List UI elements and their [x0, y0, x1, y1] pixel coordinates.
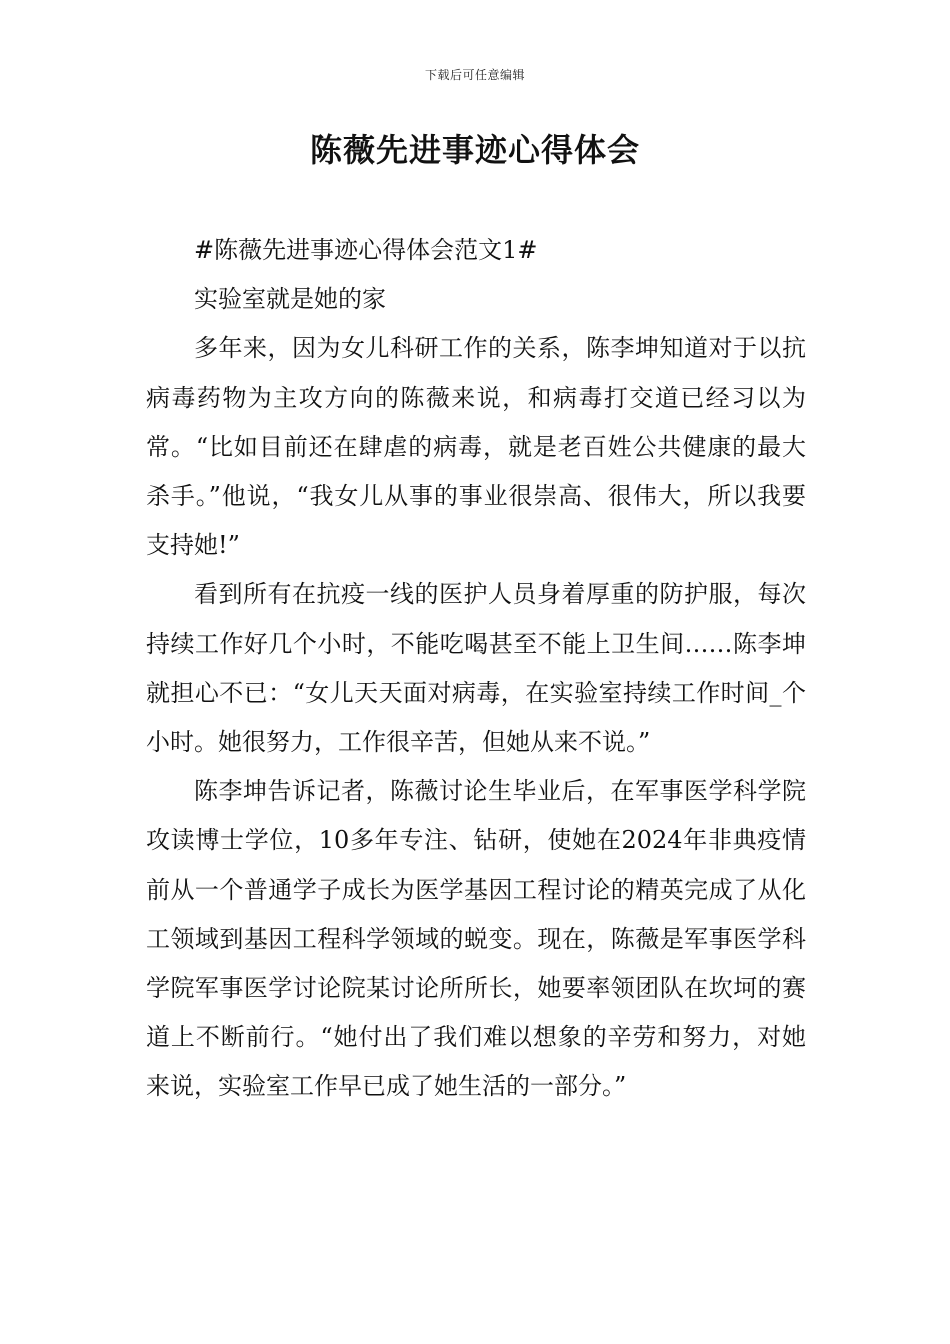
subheading: 实验室就是她的家: [194, 285, 386, 314]
page-header-note: 下载后可任意编辑: [424, 68, 525, 82]
body-paragraph: 多年来，因为女儿科研工作的关系，陈李坤知道对于以抗病毒药物为主攻方向的陈薇来说，和病毒打交道已经习以为常。“比如目前还在肆虐的病毒，就是老百姓公共健康的最大杀手。”他说，“我女儿从事的事业很崇高、很伟大，所以我要支持她!”: [146, 334, 806, 560]
body-paragraph: 看到所有在抗疫一线的医护人员身着厚重的防护服，每次持续工作好几个小时，不能吃喝甚至不能上卫生间……陈李坤就担心不已：“女儿天天面对病毒，在实验室持续工作时间_个小时。她很努力，工作很辛苦，但她从来不说。”: [146, 580, 806, 757]
section-heading: #陈薇先进事迹心得体会范文1#: [194, 236, 538, 264]
document-body: [146, 226, 806, 1112]
body-paragraph: 陈李坤告诉记者，陈薇讨论生毕业后，在军事医学科学院攻读博士学位，10多年专注、钻研，使她在2024年非典疫情前从一个普通学子成长为医学基因工程讨论的精英完成了从化工领域到基因工程科学领域的蜕变。现在，陈薇是军事医学科学院军事医学讨论院某讨论所所长，她要率领团队在坎坷的赛道上不断前行。“她付出了我们难以想象的辛劳和努力，对她来说，实验室工作早已成了她生活的一部分。”: [146, 777, 806, 1101]
document-title: 陈薇先进事迹心得体会: [309, 131, 640, 169]
